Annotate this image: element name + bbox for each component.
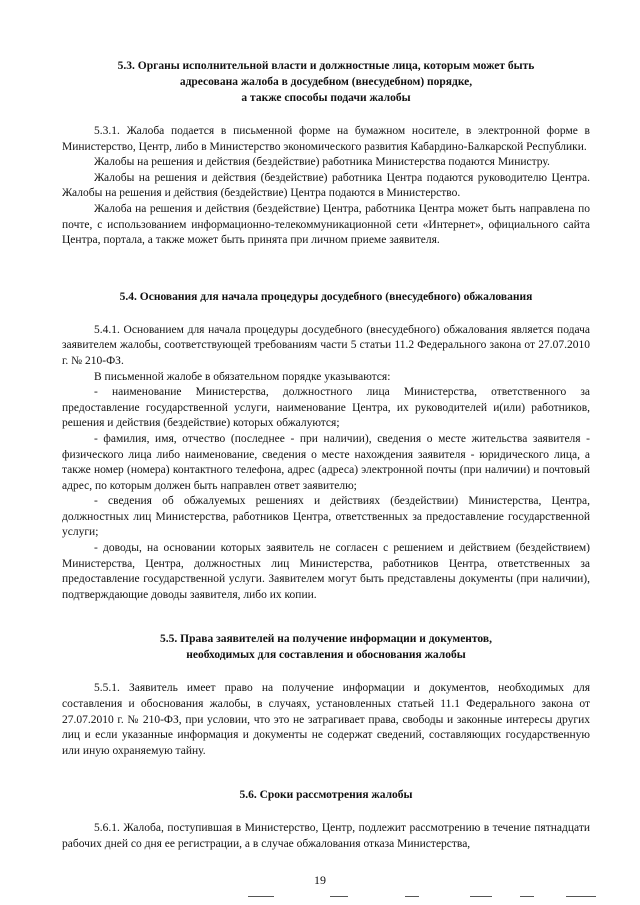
paragraph: 5.5.1. Заявитель имеет право на получение информации и документов, необходимых для составления и обоснования жалобы, в случаях, установленных статьей 11.1 Федерального закона от 27.07.2010 г. № 210-ФЗ, при условии, что это не затрагивает права, свободы и законные интересы других лиц и если указанные информация и документы не содержат сведений, составляющих государственную или иную охраняемую тайну.	[62, 682, 590, 757]
scan-artifacts	[0, 896, 640, 900]
list-item: - доводы, на основании которых заявитель не согласен с решением и действием (бездействием) Министерства, Центра, должностных лиц Министерства, работников Центра, ответственных за предоставление государственной услуги. Заявителем могут быть представлены документы (при наличии), подтверждающие доводы заявителя, либо их копии.	[62, 542, 590, 601]
heading-line: 5.5. Права заявителей на получение информации и документов,	[160, 633, 492, 646]
paragraph: Жалобы на решения и действия (бездействие) работника Министерства подаются Министру.	[94, 156, 550, 169]
paragraph: Жалоба на решения и действия (бездействие) Центра, работника Центра может быть направлена по почте, с использованием информационно-телекоммуникационной сети «Интернет», официального сайта Центра, портала, а также может быть принята при личном приеме заявителя.	[62, 202, 590, 247]
list-item: - наименование Министерства, должностного лица Министерства, ответственного за предоставление государственной услуги, наименование Центра, их руководителей и(или) работников, решения и действия (бездействие) которых обжалуются;	[62, 386, 590, 430]
section-heading-5-5	[62, 631, 590, 663]
section-heading-5-4	[62, 289, 590, 305]
heading-line: необходимых для составления и обоснования жалобы	[186, 649, 466, 662]
heading-line: 5.3. Органы исполнительной власти и должностные лица, которым может быть	[117, 60, 535, 72]
heading-line: 5.6. Сроки рассмотрения жалобы	[239, 789, 413, 802]
heading-line: адресована жалоба в досудебном (внесудебном) порядке,	[179, 76, 473, 88]
page-number: 19	[314, 873, 326, 887]
paragraph: 5.6.1. Жалоба, поступившая в Министерство, Центр, подлежит рассмотрению в течение пятнадцати рабочих дней со дня ее регистрации, а в случае обжалования отказа Министерства,	[62, 822, 590, 850]
section-heading-5-6	[62, 787, 590, 803]
heading-line: а также способы подачи жалобы	[241, 92, 411, 104]
list-item: - фамилия, имя, отчество (последнее - при наличии), сведения о месте жительства заявителя - физического лица либо наименование, сведения о месте нахождения заявителя - юридического лица, а также номер (номера) контактного телефона, адрес (адреса) электронной почты (при наличии) и почтовый адрес, по которым должен быть направлен ответ заявителю;	[62, 432, 590, 492]
section-heading-5-3	[62, 58, 590, 106]
paragraph: В письменной жалобе в обязательном порядке указываются:	[94, 370, 391, 383]
paragraph: Жалобы на решения и действия (бездействие) работника Центра подаются руководителю Центра. Жалобы на решения и действия (бездействие) Центра подаются в Министерство.	[62, 171, 590, 200]
heading-line: 5.4. Основания для начала процедуры досудебного (внесудебного) обжалования	[119, 290, 533, 303]
list-item: - сведения об обжалуемых решениях и действиях (бездействии) Министерства, Центра, должностных лиц Министерства, работников Центра, ответственных за предоставление государственной услуги;	[62, 495, 590, 539]
paragraph: 5.3.1. Жалоба подается в письменной форме на бумажном носителе, в электронной форме в Министерство, Центр, либо в Министерство экономического развития Кабардино-Балкарской Республики.	[62, 125, 590, 153]
paragraph: 5.4.1. Основанием для начала процедуры досудебного (внесудебного) обжалования является подача заявителем жалобы, соответствующей требованиям части 5 статьи 11.2 Федерального закона от 27.07.2010 г. № 210-ФЗ.	[62, 323, 590, 367]
